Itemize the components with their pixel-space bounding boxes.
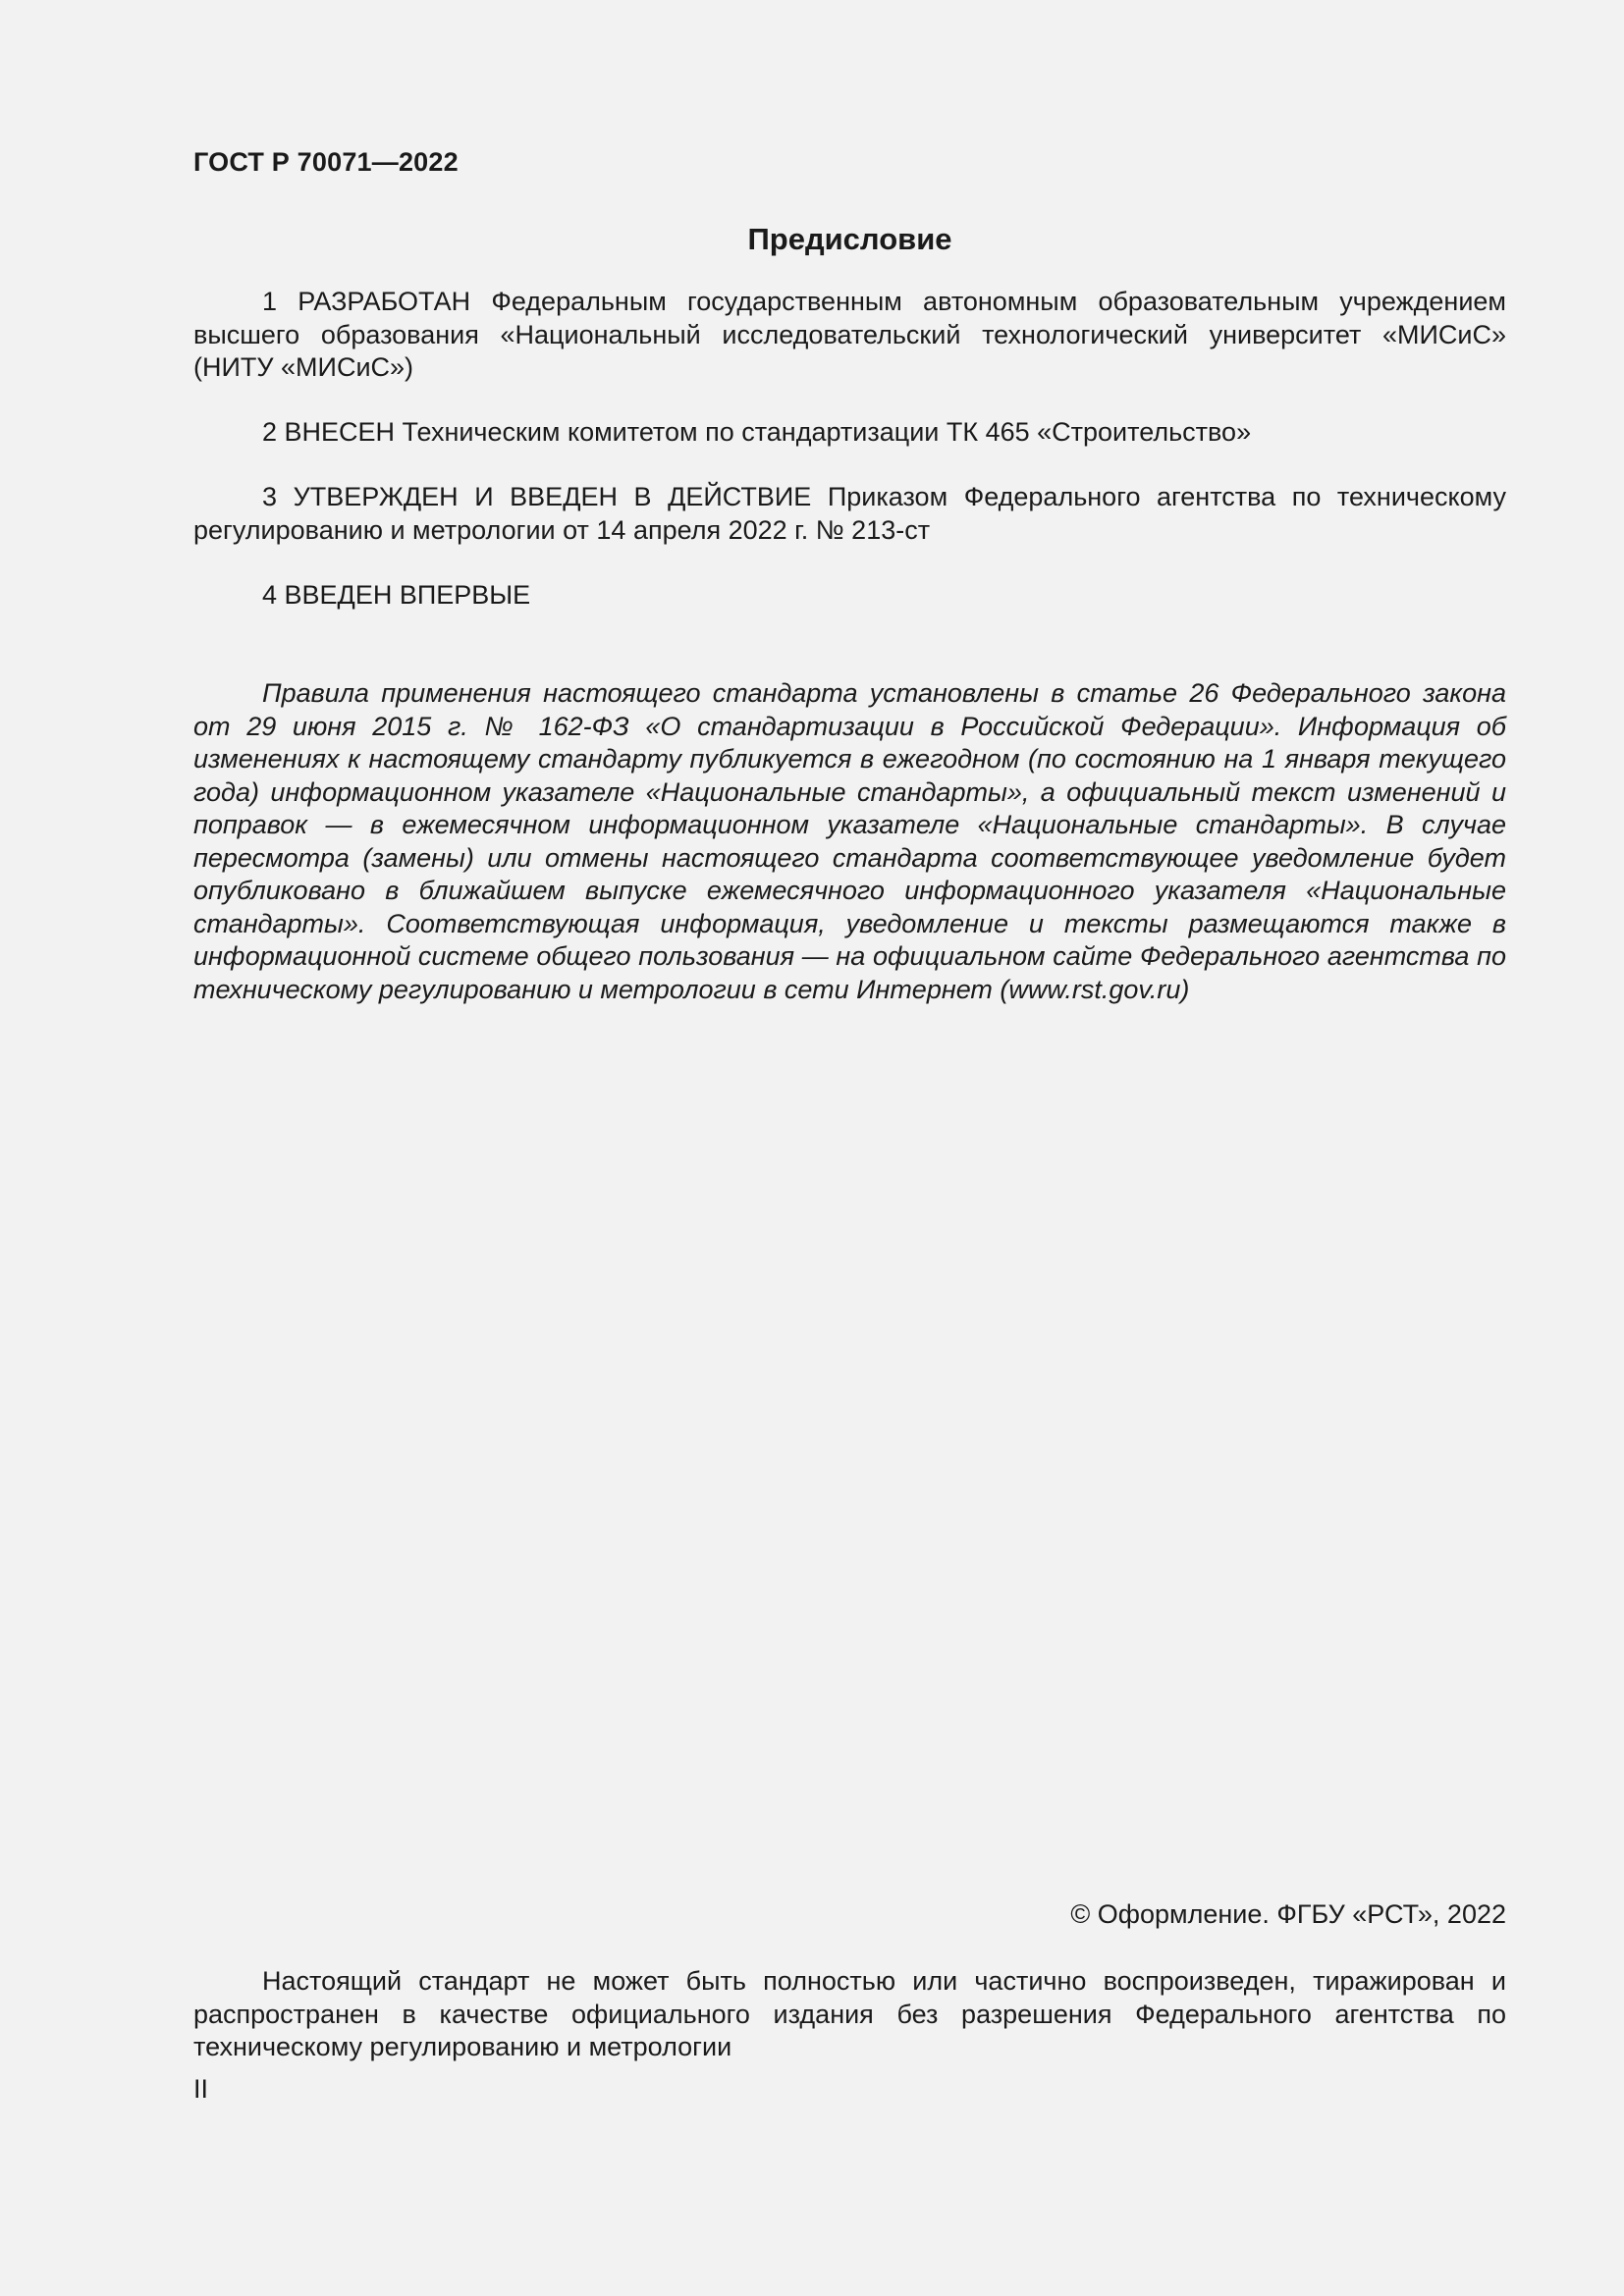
- rules-note: Правила применения настоящего стандарта установлены в статье 26 Федерального закона от 29 июня 2015 г. № 162-ФЗ «О стандартизации в Российской Федерации». Информация об изменениях к настоящему стандарту публикуется в ежегодном (по состоянию на 1 января текущего года) информационном указателе «Национальные стандарты», а официальный текст изменений и поправок — в ежемесячном информационном указателе «Национальные стандарты». В случае пересмотра (замены) или отмены настоящего стандарта соответствующее уведомление будет опубликовано в ближайшем выпуске ежемесячного информационного указателя «Национальные стандарты». Соответствующая информация, уведомление и тексты размещаются также в информационной системе общего пользования — на официальном сайте Федерального агентства по техническому регулированию и метрологии в сети Интернет (www.rst.gov.ru): [193, 678, 1506, 1004]
- preface-item-approved: 3 УТВЕРЖДЕН И ВВЕДЕН В ДЕЙСТВИЕ Приказом Федерального агентства по техническому регулированию и метрологии от 14 апреля 2022 г. № 213-ст: [193, 482, 1506, 545]
- preface-item-developed: 1 РАЗРАБОТАН Федеральным государственным автономным образовательным учреждением высшего образования «Национальный исследовательский технологический университет «МИСиС» (НИТУ «МИСиС»): [193, 287, 1506, 382]
- preface-title: Предисловие: [747, 222, 952, 256]
- preface-item-introduced: 2 ВНЕСЕН Техническим комитетом по стандартизации ТК 465 «Строительство»: [262, 417, 1252, 447]
- copyright-notice: © Оформление. ФГБУ «РСТ», 2022: [1070, 1899, 1506, 1929]
- page-number: II: [193, 2074, 209, 2104]
- preface-item-first-introduced: 4 ВВЕДЕН ВПЕРВЫЕ: [262, 580, 531, 610]
- document-page: [193, 0, 1506, 2296]
- document-code: ГОСТ Р 70071—2022: [193, 147, 459, 177]
- reproduction-notice: Настоящий стандарт не может быть полностью или частично воспроизведен, тиражирован и распространен в качестве официального издания без разрешения Федерального агентства по техническому регулированию и метрологии: [193, 1966, 1506, 2061]
